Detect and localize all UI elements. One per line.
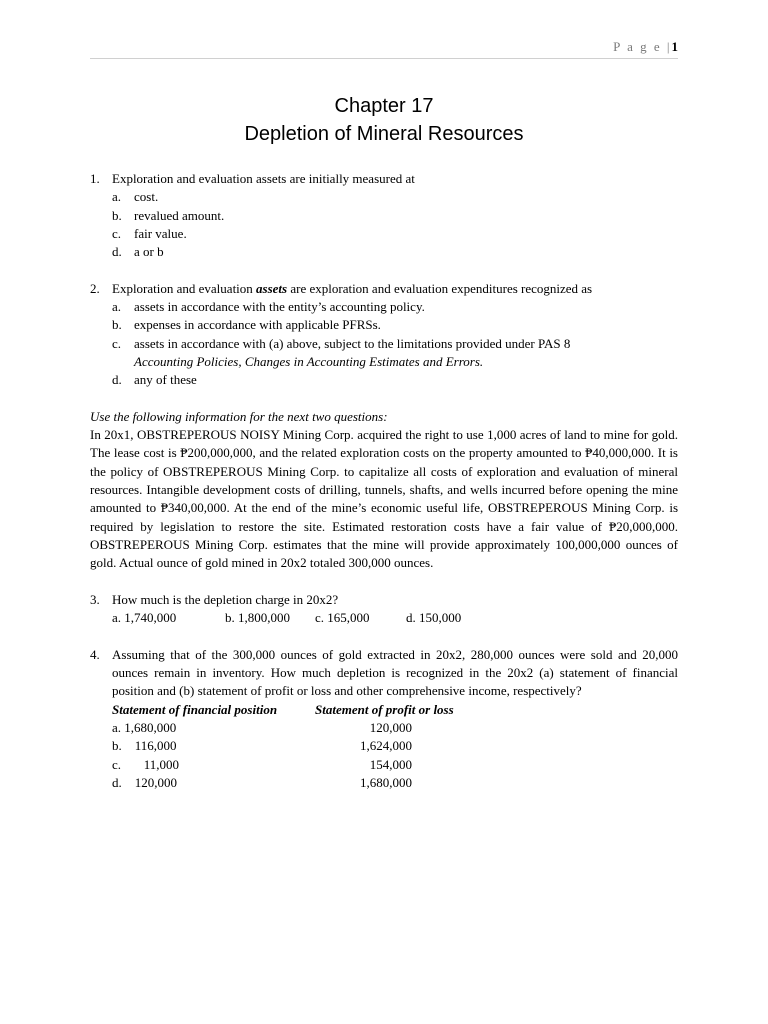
option-text: cost. — [134, 189, 159, 205]
option-letter: b. — [112, 317, 122, 333]
option-letter: d. — [112, 372, 122, 388]
column-header: Statement of financial position — [112, 701, 278, 717]
content — [90, 170, 678, 792]
option-text: revalued amount. — [134, 207, 225, 223]
question-emphasis: assets — [256, 280, 288, 296]
option-letter: b. — [112, 207, 122, 223]
question-number: 3. — [90, 591, 100, 607]
answer-cell: c. 11,000 — [112, 756, 180, 772]
question-number: 1. — [90, 171, 100, 186]
info-intro: Use the following information for the next two questions: — [90, 408, 388, 424]
option-letter: a. — [112, 299, 122, 315]
header-divider — [90, 58, 678, 59]
question-text — [112, 280, 678, 298]
option — [112, 225, 678, 243]
chapter-name: Depletion of Mineral Resources — [244, 123, 524, 145]
answer-cell: 1,624,000 — [360, 738, 412, 754]
option-text-italic: Accounting Policies, Changes in Accounting Estimates and Errors. — [134, 353, 484, 369]
answer-cell: 154,000 — [369, 756, 412, 772]
question-text-part: are exploration and evaluation expenditures recognized as — [287, 280, 593, 296]
option — [112, 188, 678, 206]
answer-cell: 1,680,000 — [360, 774, 412, 790]
answer-cell: b. 116,000 — [112, 738, 177, 754]
option-text: assets in accordance with the entity’s accounting policy. — [134, 299, 425, 315]
choice: b. 1,800,000 — [225, 610, 290, 626]
option-letter: c. — [112, 335, 122, 351]
option — [112, 371, 678, 389]
page-label: P a g e | — [613, 39, 672, 54]
question-2 — [90, 280, 678, 390]
option-letter: d. — [112, 244, 122, 260]
choice: d. 150,000 — [406, 610, 462, 626]
page-number: 1 — [671, 39, 678, 54]
answer-cell: 120,000 — [369, 719, 412, 735]
answer-cell: a. 1,680,000 — [112, 719, 177, 735]
option-letter: c. — [112, 225, 122, 241]
question-text: Exploration and evaluation assets are initially measured at — [112, 171, 415, 186]
chapter-number: Chapter 17 — [334, 95, 434, 117]
question-text: How much is the depletion charge in 20x2? — [112, 591, 339, 607]
answer-row — [112, 719, 678, 737]
question-1 — [90, 170, 678, 261]
option-text: any of these — [134, 372, 197, 388]
option-text: a or b — [134, 244, 164, 260]
info-paragraph: In 20x1, OBSTREPEROUS NOISY Mining Corp. acquired the right to use 1,000 acres of land to mine for gold. The lease cost is ₱200,000,000, and the related exploration costs on the property amounted to ₱40,000,000. It is the policy of OBSTREPEROUS Mining Corp. to capitalize all costs of exploration and evaluation of mineral resources. Intangible development costs of drilling, tunnels, shafts, and wells incurred before opening the mine amounted to ₱340,00,000. At the end of the mine’s economic useful life, OBSTREPEROUS Mining Corp. is required by legislation to restore the site. Estimated restoration costs have a fair value of ₱20,000,000. OBSTREPEROUS Mining Corp. estimates that the mine will provide approximately 100,000,000 ounces of gold. Actual ounce of gold mined in 20x2 totaled 300,000 ounces. — [90, 427, 678, 571]
choice: a. 1,740,000 — [112, 610, 177, 626]
question-number: 4. — [90, 646, 100, 662]
option-text: fair value. — [134, 225, 187, 241]
question-text-part: Exploration and evaluation — [112, 280, 257, 296]
page-header — [613, 39, 678, 55]
option — [112, 335, 678, 372]
question-4 — [90, 646, 678, 792]
answer-row — [112, 737, 678, 755]
question-3 — [90, 591, 678, 628]
choice: c. 165,000 — [315, 610, 370, 626]
column-header: Statement of profit or loss — [315, 701, 454, 717]
option-letter: a. — [112, 189, 122, 205]
question-number: 2. — [90, 280, 100, 296]
question-text: Assuming that of the 300,000 ounces of gold extracted in 20x2, 280,000 ounces were sold and 20,000 ounces remain in inventory. How much depletion is recognized in the 20x2 (a) statement of financial position and (b) statement of profit or loss and other comprehensive income, respectively? — [112, 646, 678, 699]
answer-row — [112, 756, 678, 774]
chapter-title — [0, 92, 768, 148]
option — [112, 207, 678, 225]
option-text: expenses in accordance with applicable PFRSs. — [134, 317, 381, 333]
answer-row — [112, 774, 678, 792]
answer-table-header — [112, 701, 678, 719]
option — [112, 316, 678, 334]
choices-row — [112, 609, 678, 627]
option-text: assets in accordance with (a) above, subject to the limitations provided under PAS 8 — [134, 335, 571, 351]
option — [112, 298, 678, 316]
answer-cell: d. 120,000 — [112, 774, 177, 790]
option — [112, 243, 678, 261]
